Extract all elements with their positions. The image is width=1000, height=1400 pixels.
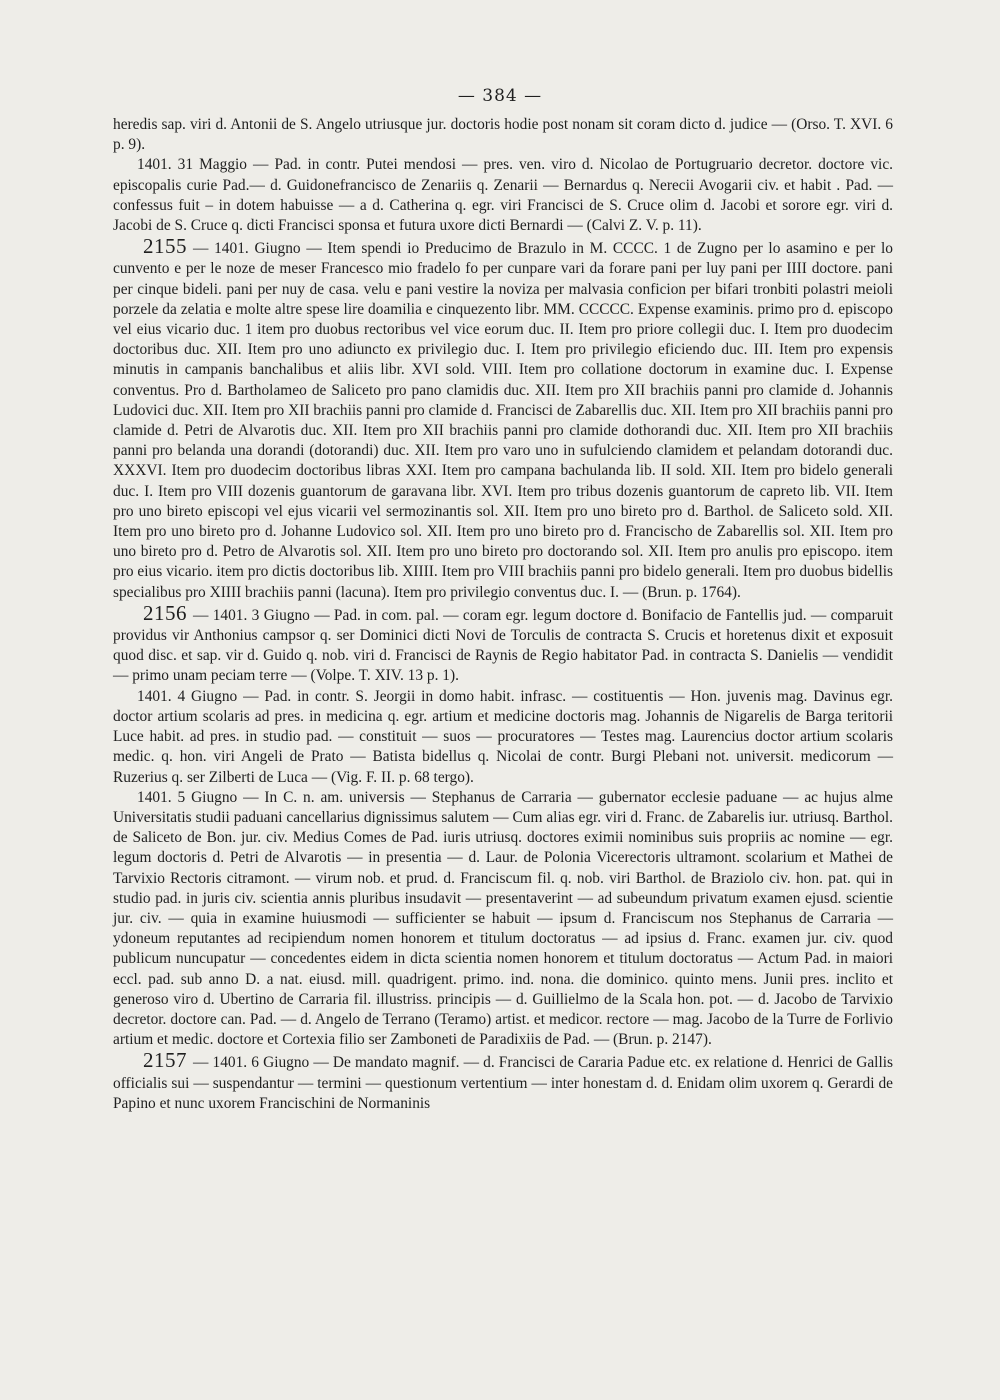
entry-text: — 1401. Giugno — Item spendi io Preducimo de Brazulo in M. CCCC. 1 de Zugno per lo asamino e per lo cunvento e per le noze de meser Francesco mio fradelo fo per cunpare vari da forare pani per luy pani per IIII doctore. pani per cinque bideli. pani per nuy de casa. velu e pani vestire la noviza per malvasia conficion per bifari tronbiti polastri meioli porzele da zelatia e molte altre spese lire doamilia e cinquezento libr. MM. CCCCC. Expense examinis. primo pro d. episcopo vel eius vicario duc. 1 item pro duobus rectoribus vel vice eorum duc. II. Item pro priore collegii duc. I. Item pro duodecim doctoribus duc. XII. Item pro uno adiuncto ex privilegio duc. I. Item pro privilegio eficiendo duc. III. Item pro expensis minutis in campanis banchalibus et aliis libr. XVI sold. VIII. Item pro collatione doctorum in examine duc. I. Expense conventus. Pro d. Bartholameo de Saliceto pro pano clamidis duc. XII. Item pro XII brachiis panni pro clamide d. Johannis Ludovici duc. XII. Item pro XII brachiis panni pro clamide d. Francisci de Zabarellis duc. XII. Item pro XII brachiis panni pro clamide d. Petri de Alvarotis duc. XII. Item pro XII brachiis panni pro clamide dothorandi duc. XII. Item pro XII brachiis panni pro belanda una dorandi (dotorandi) duc. XII. Item pro varo uno in sufulciendo clamidem et pelandam dotorandi duc. XXXVI. Item pro duodecim doctoribus libras XXI. Item pro campana bachulanda lib. II sold. XII. Item pro bidelo generali duc. I. Item pro VIII dozenis guantorum de garavana libr. XVI. Item pro tribus dozenis guantorum de capreto lib. VII. Item pro uno bireto episcopi vel ejus vicarii vel sermozinantis sol. XII. Item pro uno bireto pro d. Barthol. de Saliceto sold. XII. Item pro uno bireto pro d. Johanne Ludovico sol. XII. Item pro uno bireto pro d. Francischo de Zabarellis sol. XII. Item pro uno bireto pro d. Petro de Alvarotis sol. XII. Item pro uno bireto pro doctorando sol. XII. Item pro anulis pro episcopo. item pro eius vicario. item pro dictis doctoribus lib. XIIII. Item pro VIII brachiis panni pro bidelo generali. Item pro duobus bidellis specialibus pro XIIII brachiis panni (lacuna). Item pro privilegio conventus duc. I. — (Brun. p. 1764). <box>113 240 893 601</box>
document-body <box>113 115 893 1114</box>
entry-text: — 1401. 3 Giugno — Pad. in com. pal. — coram egr. legum doctore d. Bonifacio de Fantellis jud. — comparuit providus vir Anthonius campsor q. ser Dominici dicti Novi de Torculis de contracta S. Crucis et horetenus dixit et exposuit quod disc. et sap. vir d. Guido q. nob. viri d. Francisci de Raynis de Regio habitator Pad. in contracta S. Danielis — vendidit — primo unam peciam terre — (Volpe. T. XIV. 13 p. 1). <box>113 606 893 685</box>
paragraph-1401-5-giugno: 1401. 5 Giugno — In C. n. am. universis — Stephanus de Carraria — gubernator ecclesie paduane — ac hujus alme Universitatis studii paduani cancellarius dignissimus salutem — Cum alias egr. viri d. Franc. de Zabarelis iur. utriusq. Barthol. de Saliceto de Bon. jur. civ. Medius Comes de Pad. iuris utriusq. doctores eximii nominibus suis propriis ac nomine — egr. legum doctoris d. Petri de Alvarotis — in presentia — d. Laur. de Polonia Vicerectoris ultramont. scolarium et Mathei de Tarvixio Rectoris citramont. — virum nob. et prud. d. Franciscum fil. q. nob. viri Barthol. de Braziolo civ. hon. pat. qui in studio pad. in juris civ. scientia annis pluribus insudavit — presentaverint — ad subeundum privatum examen ejusd. scientie jur. civ. — quia in examine huiusmodi — sufficienter se habuit — ipsum d. Franciscum nos Stephanus de Carraria — ydoneum reputantes ad recipiendum nomen honorem et titulum doctoratus — ad ipsius d. Franc. examen jur. civ. quod publicum nuncupatur — concedentes eidem in dicta scientia nomen honorem et titulum doctoratus — Actum Pad. in maiori eccl. pad. sub anno D. a nat. eiusd. mill. quadrigent. primo. ind. nona. die dominico. quinto mens. Junii pres. inclito et generoso viro d. Ubertino de Carraria fil. illustriss. principis — d. Guillielmo de la Scala hon. pot. — d. Jacobo de Tarvixio decretor. doctore can. Pad. — d. Angelo de Terrano (Teramo) artist. et medicor. rectore — mag. Jacobo de la Turre de Forlivio artium et medic. doctore et Cortexia filio ser Zamboneti de Paradixiis de Pad. — (Brun. p. 2147). <box>113 788 893 1049</box>
entry-2157 <box>113 1050 893 1114</box>
entry-number: 2157 <box>143 1048 187 1073</box>
page-number: — 384 — <box>457 86 543 106</box>
entry-number: 2156 <box>143 600 187 625</box>
entry-2155 <box>113 236 893 603</box>
entry-text: — 1401. 6 Giugno — De mandato magnif. — d. Francisci de Cararia Padue etc. ex relatione d. Henrici de Gallis officialis sui — suspendantur — termini — questionum vertentium — inter honestam d. d. Enidam olim uxorem q. Gerardi de Papino et nunc uxorem Francischini de Normaninis <box>113 1054 893 1112</box>
paragraph-1401-31-maggio: 1401. 31 Maggio — Pad. in contr. Putei mendosi — pres. ven. viro d. Nicolao de Portugruario decretor. doctore vic. episcopalis curie Pad.— d. Guidonefrancisco de Zenariis q. Zenarii — Bernardus q. Nerecii Avogarii civ. et habit . Pad. — confessus fuit – in dotem habuisse — a d. Catherina q. egr. viri Francisci de S. Cruce olim d. Jacobi et sorore egr. viri d. Jacobi de S. Cruce q. dicti Francisci sponsa et futura uxore dicti Bernardi — (Calvi Z. V. p. 11). <box>113 156 893 235</box>
paragraph-continuation: heredis sap. viri d. Antonii de S. Angelo utriusque jur. doctoris hodie post nonam sit coram dicto d. judice — (Orso. T. XVI. 6 p. 9). <box>113 116 893 154</box>
entry-2156 <box>113 600 893 687</box>
paragraph-1401-4-giugno: 1401. 4 Giugno — Pad. in contr. S. Jeorgii in domo habit. infrasc. — costituentis — Hon. juvenis mag. Davinus egr. doctor artium scolaris ad pres. in medicina q. egr. artium et medicine doctoris mag. Johannis de Nigarelis de Barga teritorii Luce habit. ad pres. in studio pad. — constituit — suos — procuratores — Testes mag. Laurencius doctor artium scolaris medic. q. hon. viri Angeli de Prato — Batista bidellus q. Nicolai de contr. Burgi Plebani not. universit. medicorum — Ruzerius q. ser Zilberti de Luca — (Vig. F. II. p. 68 tergo). <box>113 687 893 786</box>
entry-number: 2155 <box>143 234 187 259</box>
